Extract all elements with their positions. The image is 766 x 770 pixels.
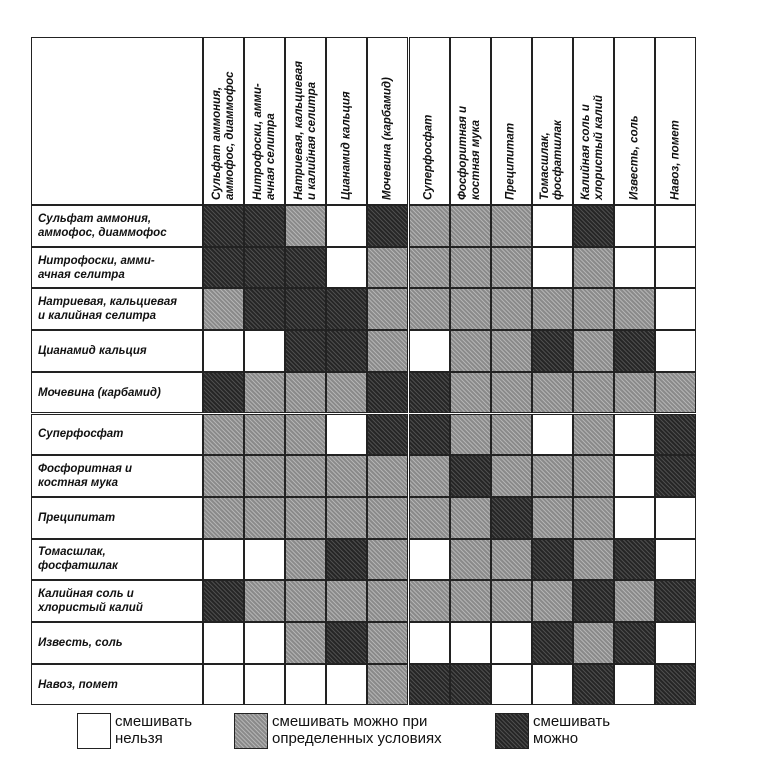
column-header	[614, 37, 655, 205]
table-cell	[285, 539, 326, 581]
table-cell	[450, 664, 491, 706]
row-header	[31, 664, 203, 706]
table-cell	[326, 539, 367, 581]
row-header	[31, 247, 203, 289]
table-cell	[491, 330, 532, 372]
table-cell	[285, 330, 326, 372]
row-header-label: Суперфосфат	[38, 428, 124, 441]
table-cell	[614, 288, 655, 330]
table-cell	[409, 330, 450, 372]
table-cell	[367, 288, 408, 330]
row-header-label: Томасшлак, фосфатшлак	[38, 546, 118, 573]
table-cell	[450, 247, 491, 289]
table-cell	[326, 205, 367, 247]
table-cell	[367, 539, 408, 581]
table-cell	[450, 455, 491, 497]
table-cell	[491, 539, 532, 581]
column-header	[655, 37, 696, 205]
row-header-label: Фосфоритная и костная мука	[38, 463, 133, 490]
table-cell	[326, 622, 367, 664]
table-cell	[244, 247, 285, 289]
row-header-label: Сульфат аммония, аммофос, диаммофос	[38, 212, 167, 239]
table-cell	[573, 205, 614, 247]
table-cell	[491, 455, 532, 497]
table-cell	[409, 622, 450, 664]
table-cell	[367, 580, 408, 622]
table-cell	[285, 622, 326, 664]
table-cell	[655, 414, 696, 456]
table-cell	[614, 330, 655, 372]
table-cell	[409, 205, 450, 247]
table-cell	[614, 205, 655, 247]
table-cell	[203, 497, 244, 539]
table-cell	[573, 664, 614, 706]
table-cell	[203, 664, 244, 706]
column-header-label: Сульфат аммония, аммофос, диаммофос	[210, 71, 236, 200]
table-cell	[450, 414, 491, 456]
table-cell	[367, 664, 408, 706]
table-cell	[491, 247, 532, 289]
legend-label-conditional: смешивать можно при определенных условиях	[272, 713, 442, 747]
legend-swatch-can	[495, 713, 529, 749]
table-cell	[614, 414, 655, 456]
table-cell	[573, 580, 614, 622]
table-cell	[450, 539, 491, 581]
table-cell	[614, 622, 655, 664]
table-cell	[409, 539, 450, 581]
table-cell	[532, 497, 573, 539]
row-header	[31, 497, 203, 539]
column-header-label: Мочевина (карбамид)	[381, 77, 394, 200]
table-cell	[244, 664, 285, 706]
table-cell	[367, 622, 408, 664]
table-cell	[367, 497, 408, 539]
column-header-label: Навоз, помет	[669, 120, 682, 200]
column-header-label: Известь, соль	[628, 115, 641, 200]
column-header	[491, 37, 532, 205]
table-cell	[573, 330, 614, 372]
table-cell	[285, 247, 326, 289]
table-cell	[409, 497, 450, 539]
table-cell	[655, 372, 696, 414]
row-header-label: Калийная соль и хлористый калий	[38, 588, 143, 615]
row-header	[31, 414, 203, 456]
table-cell	[326, 580, 367, 622]
column-header-label: Томасшлак, фосфатшлак	[539, 120, 565, 200]
table-cell	[450, 622, 491, 664]
table-cell	[655, 455, 696, 497]
table-cell	[450, 580, 491, 622]
column-header-label: Суперфосфат	[422, 114, 435, 200]
table-cell	[532, 414, 573, 456]
table-cell	[573, 288, 614, 330]
table-cell	[532, 372, 573, 414]
table-cell	[655, 539, 696, 581]
table-cell	[655, 288, 696, 330]
column-header	[285, 37, 326, 205]
table-cell	[285, 580, 326, 622]
row-header-label: Нитрофоски, амми- ачная селитра	[38, 254, 155, 281]
table-cell	[614, 455, 655, 497]
table-cell	[532, 330, 573, 372]
table-cell	[655, 580, 696, 622]
table-cell	[285, 414, 326, 456]
table-cell	[326, 247, 367, 289]
table-cell	[367, 414, 408, 456]
table-cell	[491, 205, 532, 247]
table-cell	[203, 580, 244, 622]
column-header	[203, 37, 244, 205]
legend-can	[495, 713, 610, 749]
table-cell	[450, 372, 491, 414]
table-corner	[31, 37, 203, 205]
table-cell	[326, 372, 367, 414]
table-cell	[491, 622, 532, 664]
table-cell	[655, 330, 696, 372]
table-cell	[326, 664, 367, 706]
legend-label-cannot: смешивать нельзя	[115, 713, 193, 747]
column-header	[532, 37, 573, 205]
column-header	[326, 37, 367, 205]
row-header	[31, 205, 203, 247]
table-cell	[203, 414, 244, 456]
table-cell	[326, 455, 367, 497]
table-cell	[532, 247, 573, 289]
table-cell	[285, 288, 326, 330]
table-cell	[326, 414, 367, 456]
table-cell	[367, 247, 408, 289]
table-cell	[326, 497, 367, 539]
legend-label-can: смешивать можно	[533, 713, 611, 747]
table-cell	[655, 664, 696, 706]
table-cell	[573, 497, 614, 539]
table-cell	[491, 580, 532, 622]
table-cell	[532, 664, 573, 706]
column-header-label: Калийная соль и хлористый калий	[580, 95, 606, 200]
table-cell	[244, 539, 285, 581]
table-cell	[244, 622, 285, 664]
row-header-label: Навоз, помет	[38, 678, 118, 691]
table-cell	[450, 497, 491, 539]
table-cell	[491, 372, 532, 414]
table-cell	[655, 622, 696, 664]
column-header-label: Фосфоритная и костная мука	[457, 105, 483, 200]
table-cell	[203, 455, 244, 497]
table-cell	[409, 288, 450, 330]
table-cell	[491, 664, 532, 706]
row-header	[31, 372, 203, 414]
table-cell	[409, 414, 450, 456]
table-cell	[532, 455, 573, 497]
column-header	[409, 37, 450, 205]
table-cell	[573, 455, 614, 497]
table-cell	[614, 372, 655, 414]
table-cell	[409, 455, 450, 497]
table-cell	[244, 288, 285, 330]
row-header	[31, 539, 203, 581]
column-header	[367, 37, 408, 205]
table-cell	[573, 414, 614, 456]
table-cell	[285, 455, 326, 497]
column-header-label: Цианамид кальция	[340, 91, 353, 200]
table-cell	[326, 288, 367, 330]
row-header	[31, 455, 203, 497]
table-cell	[285, 497, 326, 539]
legend-swatch-conditional	[234, 713, 268, 749]
table-cell	[326, 330, 367, 372]
row-header-label: Натриевая, кальциевая и калийная селитра	[38, 296, 178, 323]
table-cell	[614, 580, 655, 622]
column-header	[450, 37, 491, 205]
table-cell	[573, 622, 614, 664]
table-cell	[655, 497, 696, 539]
table-cell	[367, 455, 408, 497]
table-cell	[532, 288, 573, 330]
row-header-label: Цианамид кальция	[38, 344, 147, 357]
table-cell	[532, 205, 573, 247]
table-cell	[655, 247, 696, 289]
table-cell	[573, 372, 614, 414]
legend-swatch-cannot	[77, 713, 111, 749]
table-cell	[244, 497, 285, 539]
row-header	[31, 622, 203, 664]
row-header	[31, 580, 203, 622]
table-cell	[614, 497, 655, 539]
table-cell	[491, 288, 532, 330]
table-cell	[573, 247, 614, 289]
table-cell	[491, 497, 532, 539]
table-cell	[614, 664, 655, 706]
table-cell	[409, 247, 450, 289]
table-cell	[285, 664, 326, 706]
table-cell	[203, 288, 244, 330]
table-cell	[655, 205, 696, 247]
table-cell	[244, 330, 285, 372]
table-cell	[244, 205, 285, 247]
legend-conditional	[234, 713, 442, 749]
table-cell	[203, 622, 244, 664]
table-cell	[203, 247, 244, 289]
table-cell	[450, 205, 491, 247]
table-cell	[367, 205, 408, 247]
table-cell	[450, 288, 491, 330]
table-cell	[244, 455, 285, 497]
column-header	[573, 37, 614, 205]
row-header-label: Известь, соль	[38, 636, 123, 649]
table-cell	[203, 372, 244, 414]
table-cell	[409, 580, 450, 622]
column-header-label: Преципитат	[504, 122, 517, 200]
table-cell	[450, 330, 491, 372]
table-cell	[614, 539, 655, 581]
row-header-label: Преципитат	[38, 511, 116, 524]
table-cell	[244, 372, 285, 414]
table-cell	[409, 372, 450, 414]
column-header	[244, 37, 285, 205]
table-cell	[285, 372, 326, 414]
table-cell	[573, 539, 614, 581]
table-cell	[532, 580, 573, 622]
table-cell	[285, 205, 326, 247]
table-cell	[409, 664, 450, 706]
table-cell	[244, 414, 285, 456]
table-cell	[367, 372, 408, 414]
row-header	[31, 330, 203, 372]
row-header-label: Мочевина (карбамид)	[38, 386, 161, 399]
table-cell	[532, 539, 573, 581]
table-cell	[367, 330, 408, 372]
table-cell	[614, 247, 655, 289]
table-cell	[203, 330, 244, 372]
row-header	[31, 288, 203, 330]
table-cell	[244, 580, 285, 622]
table-cell	[203, 205, 244, 247]
table-cell	[203, 539, 244, 581]
legend-cannot	[77, 713, 192, 749]
column-header-label: Натриевая, кальциевая и калийная селитра	[292, 60, 318, 200]
table-cell	[532, 622, 573, 664]
table-cell	[491, 414, 532, 456]
column-header-label: Нитрофоски, амми- ачная селитра	[251, 83, 277, 200]
